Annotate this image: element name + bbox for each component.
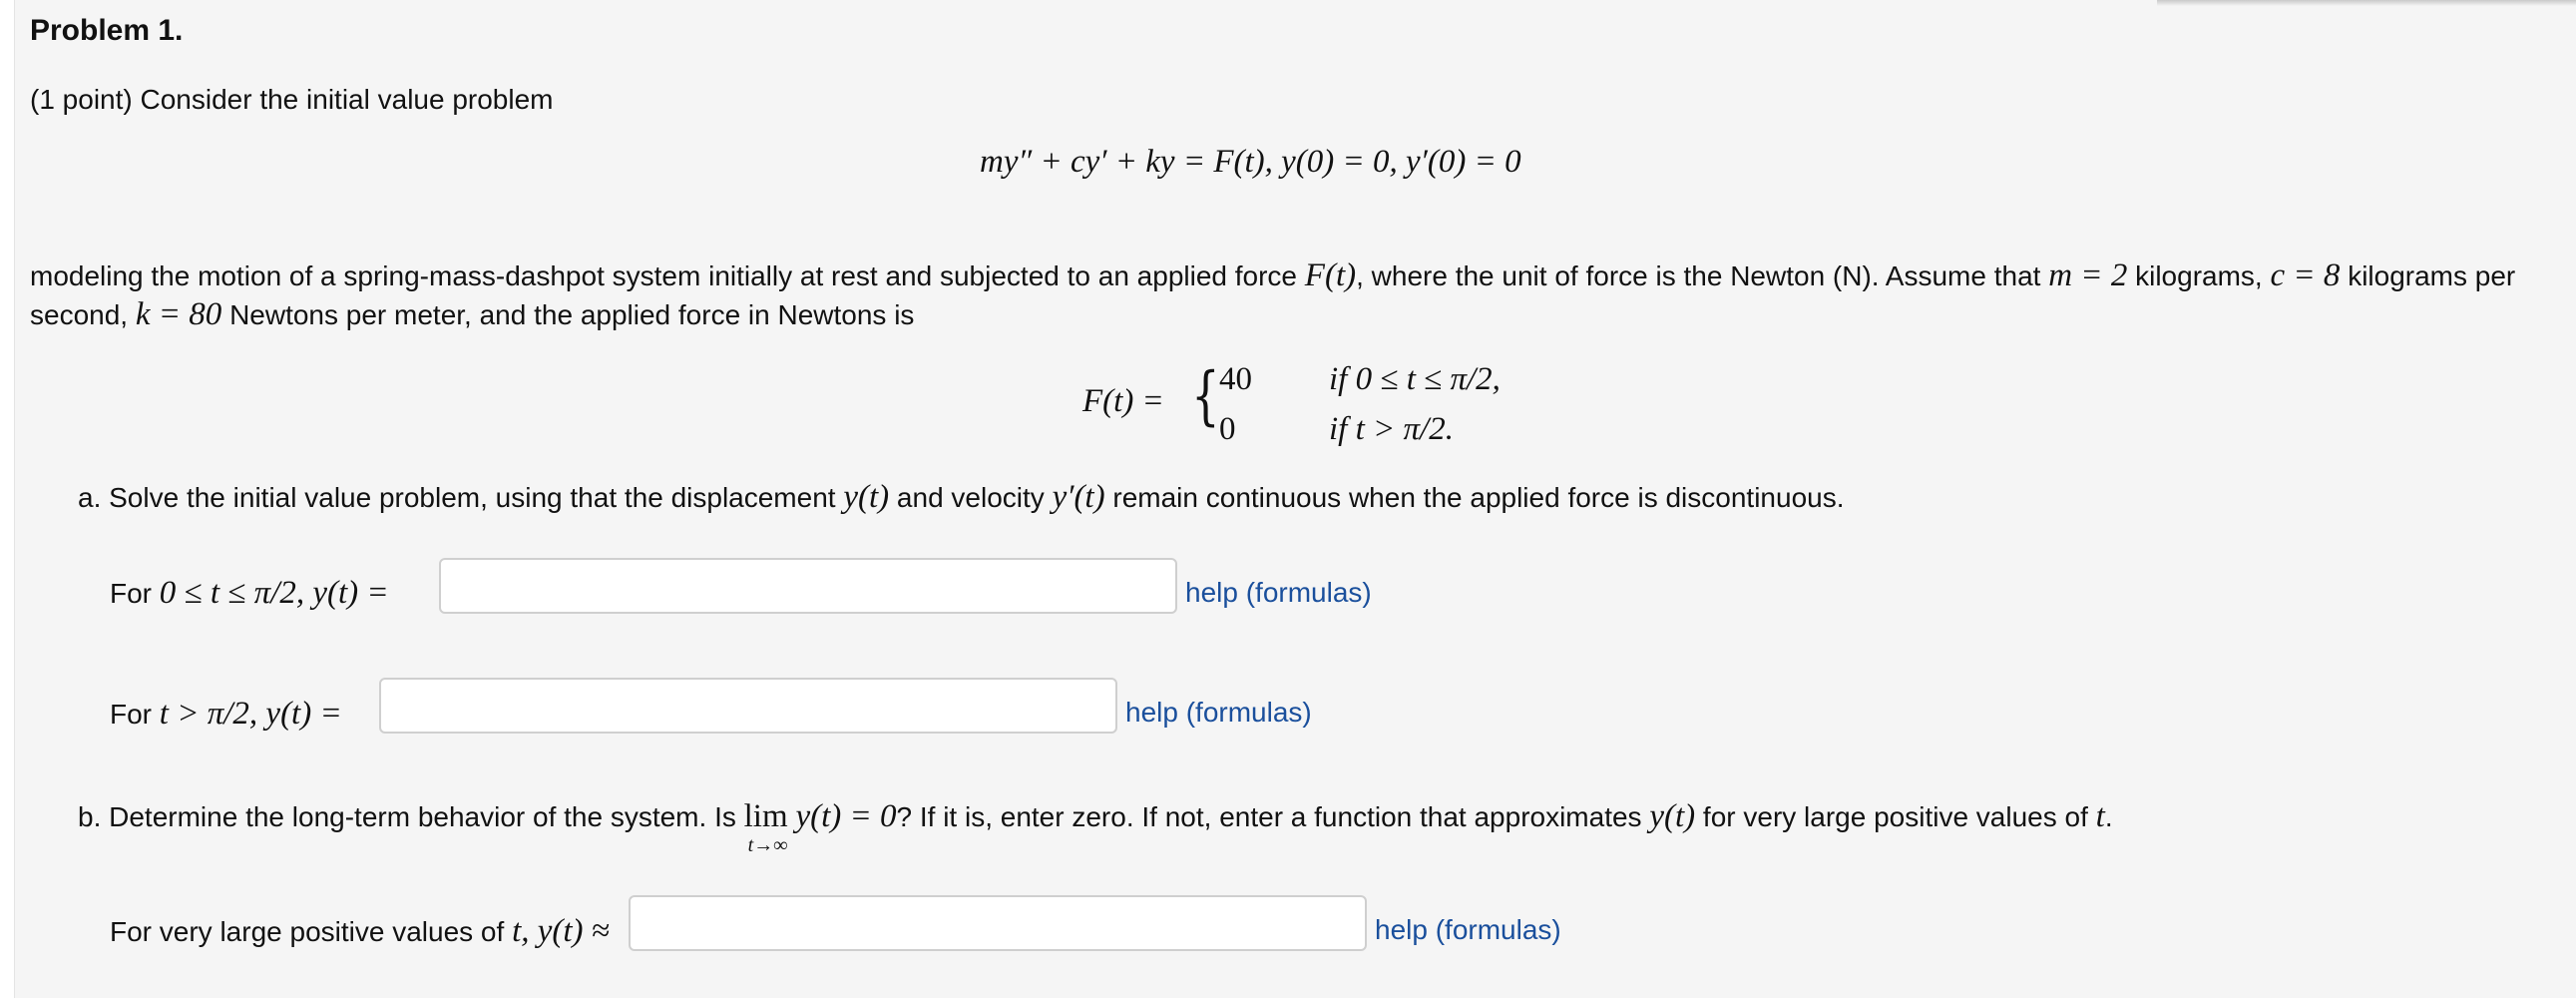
row3-math: t, y(t) ≈ [512, 913, 610, 949]
case2-condition: if t > π/2. [1329, 411, 1454, 447]
answer-input-1[interactable] [439, 558, 1177, 614]
row1-label [110, 575, 389, 612]
answer-input-3[interactable] [629, 895, 1367, 951]
lim-operator: lim [743, 798, 788, 834]
description-text-b: , where the unit of force is the Newton (N). Assume that [1356, 260, 2041, 291]
description-line-2 [30, 296, 914, 333]
damping-unit: kilograms per [2348, 260, 2516, 291]
answer-input-2[interactable] [379, 678, 1117, 734]
part-b-period: . [2104, 801, 2113, 832]
row2-label [110, 696, 342, 733]
part-a-text-a: a. Solve the initial value problem, using that the displacement [78, 482, 836, 513]
lim-subscript: t→∞ [747, 834, 788, 856]
problem-title: Problem 1. [30, 14, 184, 47]
part-b-y-symbol: y(t) [1649, 798, 1696, 834]
piecewise-lhs: F(t) = [1082, 383, 1164, 419]
mass-value: m = 2 [2048, 257, 2128, 293]
part-b-text-a: b. Determine the long-term behavior of the system. Is [78, 801, 736, 832]
left-border [0, 0, 15, 998]
lim-expression: y(t) = 0 [795, 798, 897, 834]
damping-unit-2: second, [30, 299, 129, 330]
description-line-1 [30, 257, 2515, 294]
help-formulas-link-2[interactable]: help (formulas) [1125, 697, 1312, 728]
row1-math: 0 ≤ t ≤ π/2, y(t) = [159, 575, 389, 611]
part-a-text-b: and velocity [896, 482, 1045, 513]
help-formulas-link-3[interactable]: help (formulas) [1375, 914, 1561, 945]
row2-prefix: For [110, 699, 152, 730]
force-symbol: F(t) [1304, 257, 1357, 293]
points-label: (1 point) [30, 84, 133, 115]
intro-text: Consider the initial value problem [140, 84, 554, 115]
part-b-prompt [78, 798, 2113, 856]
row2-math: t > π/2, y(t) = [159, 696, 342, 732]
help-formulas-link-1[interactable]: help (formulas) [1185, 577, 1372, 608]
velocity-symbol: y′(t) [1052, 479, 1105, 515]
description-text-a: modeling the motion of a spring-mass-dashpot system initially at rest and subjected to an applied force [30, 260, 1298, 291]
row1-prefix: For [110, 578, 152, 609]
part-a-text-c: remain continuous when the applied force is discontinuous. [1112, 482, 1845, 513]
part-b-text-b: ? If it is, enter zero. If not, enter a function that approximates [896, 801, 1642, 832]
limit-expression [743, 798, 788, 856]
mass-unit: kilograms, [2135, 260, 2263, 291]
case1-value: 40 [1219, 361, 1252, 397]
row3-label [110, 913, 610, 950]
damping-value: c = 8 [2270, 257, 2341, 293]
problem-intro [30, 84, 554, 116]
top-shadow [2157, 0, 2576, 6]
case1-condition: if 0 ≤ t ≤ π/2, [1329, 361, 1501, 397]
piecewise-brace: { [1191, 359, 1220, 433]
row3-prefix: For very large positive values of [110, 916, 505, 947]
spring-value: k = 80 [135, 296, 222, 332]
part-b-text-c: for very large positive values of [1702, 801, 2088, 832]
part-b-t-symbol: t [2095, 798, 2105, 834]
part-a-prompt [78, 479, 1845, 516]
displacement-symbol: y(t) [843, 479, 890, 515]
case2-value: 0 [1219, 411, 1236, 447]
description-text-c: Newtons per meter, and the applied force in Newtons is [229, 299, 915, 330]
ivp-equation: my″ + cy′ + ky = F(t), y(0) = 0, y′(0) = 0 [980, 144, 1521, 180]
